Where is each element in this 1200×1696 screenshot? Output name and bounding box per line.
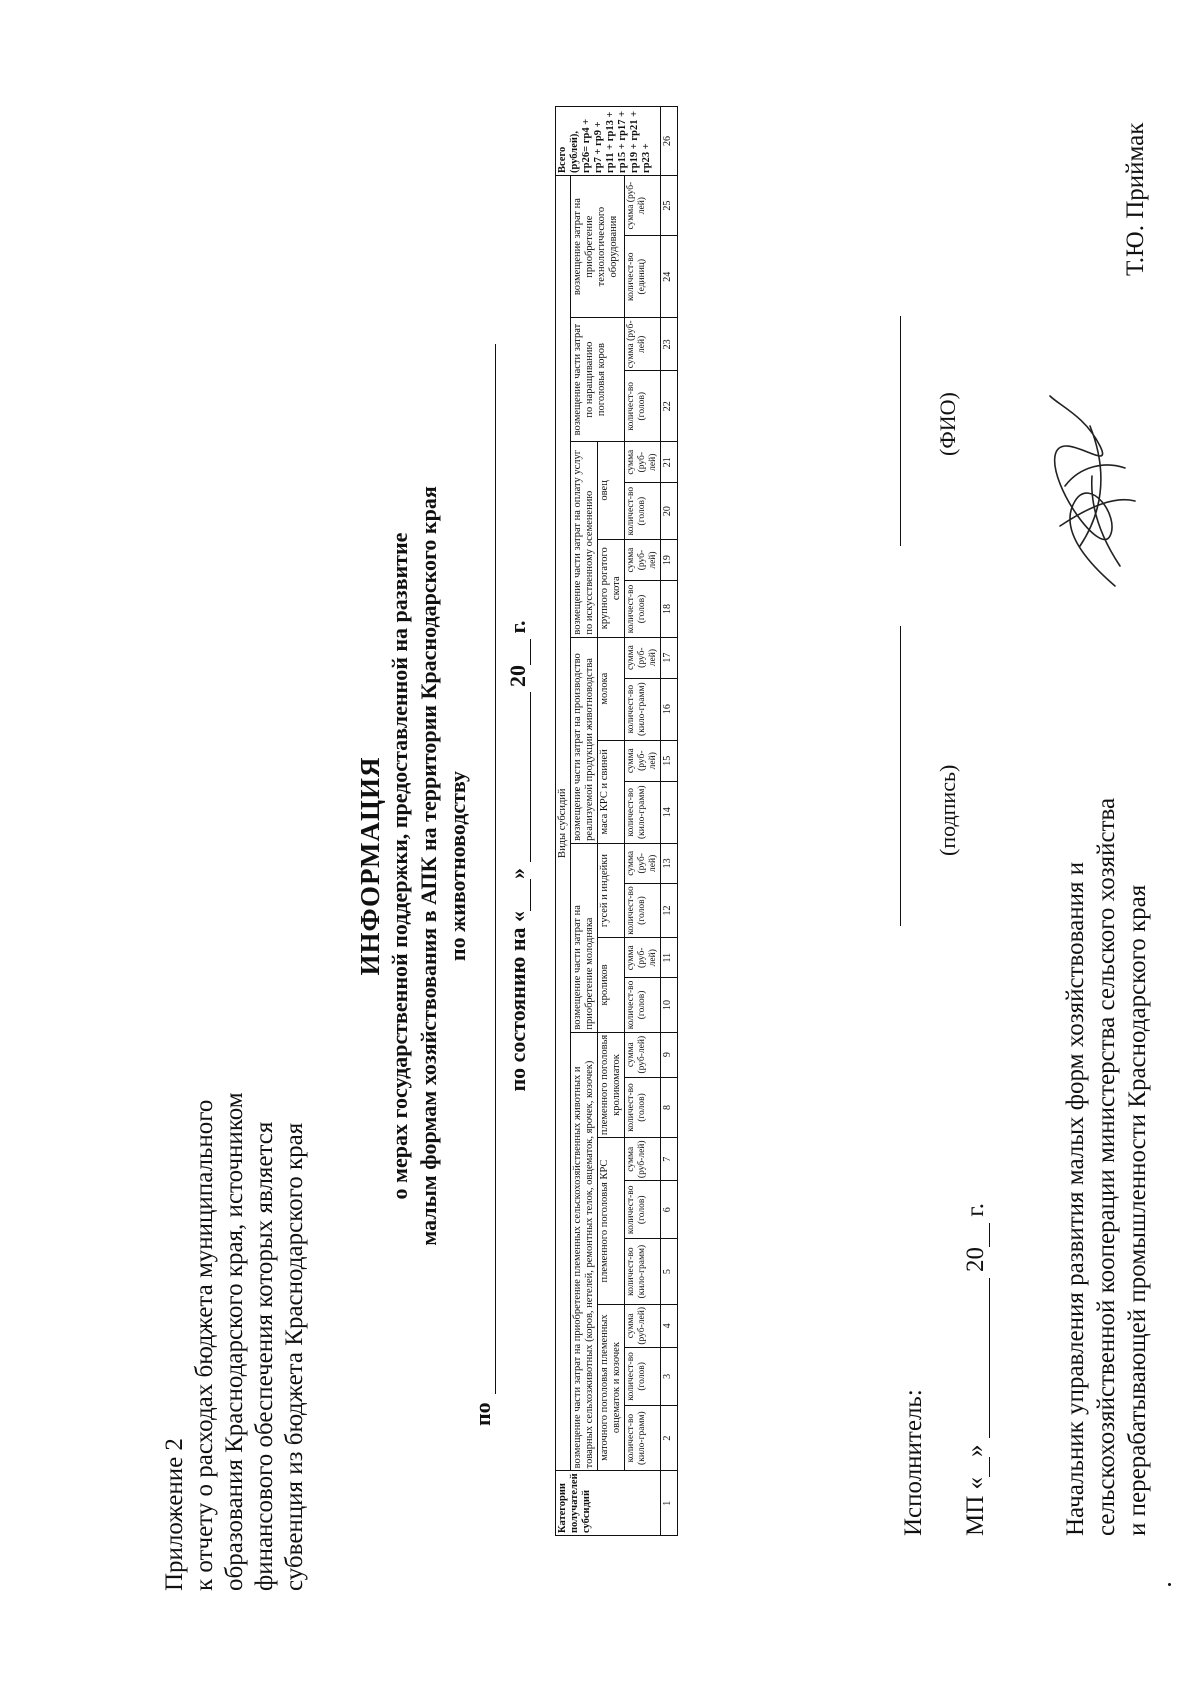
column-number: 11: [661, 938, 678, 978]
table-group-row: [571, 107, 598, 1536]
group-insemination: возмещение части затрат на оплату услуг по искусственному осеменению: [571, 441, 598, 637]
state-suffix: г.: [505, 620, 530, 634]
column-number: 14: [661, 781, 678, 843]
table-unit-row: [625, 107, 661, 1536]
column-number: 1: [661, 1471, 678, 1536]
unit-cell: сумма (руб-лей): [625, 441, 661, 483]
unit-cell: количест-во (голов): [625, 1077, 661, 1138]
column-number: 23: [661, 318, 678, 371]
po-label: по: [470, 1402, 495, 1426]
column-number: 10: [661, 978, 678, 1032]
column-number: 6: [661, 1181, 678, 1239]
unit-cell: количест-во (кило-грамм): [625, 678, 661, 740]
group-breeding: возмещение части затрат на приобретение племенных сельскохозяйственных животных и товарных сельхозживотных (коров, нетелей, ремонтных телок, овцематок, ярочек, козочек): [571, 1032, 598, 1471]
mp-year-prefix: 20: [962, 1246, 989, 1272]
sub-sheep-insem: овец: [598, 441, 625, 539]
chief-line: сельскохозяйственной кооперации министерства сельского хозяйства: [1093, 797, 1120, 1536]
mp-prefix: МП «: [962, 1476, 989, 1536]
unit-cell: сумма (руб-лей): [625, 740, 661, 781]
mp-suffix: г.: [962, 1203, 989, 1217]
appendix-line: образования Краснодарского края, источником: [221, 1092, 248, 1591]
sub-large-cattle: крупного рогатого скота: [598, 539, 625, 637]
sub-geese: гусей и индейки: [598, 843, 625, 937]
signature-blank: [900, 626, 901, 926]
unit-cell: сумма (руб-лей): [625, 176, 661, 236]
column-number: 19: [661, 539, 678, 581]
fio-blank: [900, 316, 901, 546]
group-equipment: возмещение затрат на приобретение технологического оборудования: [571, 176, 625, 318]
year-prefix: 20: [505, 664, 530, 687]
column-number: 8: [661, 1077, 678, 1138]
stamp-date-line: [962, 1203, 990, 1536]
municipality-line: [470, 326, 496, 1426]
column-number: 21: [661, 441, 678, 483]
column-number: 17: [661, 637, 678, 678]
unit-cell: количест-во (кило-грамм): [625, 1405, 661, 1470]
handwritten-signature: [1020, 386, 1150, 596]
title-line-2: малым формам хозяйствования в АПК на территории Краснодарского края: [416, 486, 441, 1246]
unit-cell: количест-во (голов): [625, 581, 661, 637]
unit-cell: сумма (руб-лей): [625, 843, 661, 883]
column-number: 5: [661, 1239, 678, 1304]
day-blank: [512, 879, 531, 911]
unit-cell: сумма (руб-лей): [625, 1304, 661, 1347]
column-number: 16: [661, 678, 678, 740]
table-header-row: [556, 107, 571, 1536]
sub-cattle: племенного поголовья КРС: [598, 1138, 625, 1305]
sub-rabbit-does: племенного поголовья кроликоматок: [598, 1032, 625, 1138]
mp-month-blank: [969, 1278, 990, 1438]
column-number: 20: [661, 483, 678, 539]
year-blank: [512, 639, 531, 665]
unit-cell: количест-во (единиц): [625, 236, 661, 318]
appendix-line: финансового обеспечения которых является: [251, 1121, 278, 1591]
table-number-row: [661, 107, 678, 1536]
appendix-line: Приложение 2: [161, 1438, 188, 1591]
sub-milk: молока: [598, 637, 625, 740]
executor-label: Исполнитель:: [900, 1389, 927, 1536]
unit-cell: количест-во (кило-грамм): [625, 781, 661, 843]
column-number: 18: [661, 581, 678, 637]
mp-day-blank: [969, 1457, 990, 1477]
state-prefix: по состоянию на «: [505, 910, 530, 1092]
unit-cell: сумма (руб-лей): [625, 637, 661, 678]
chief-line: Начальник управления развития малых форм хозяйствования и: [1062, 861, 1089, 1536]
cat-header: Категории получателей субсидий: [556, 1471, 661, 1536]
scan-dot: [1168, 1583, 1171, 1586]
mp-mid: »: [962, 1444, 989, 1457]
column-number: 22: [661, 371, 678, 441]
sub-rabbits: кроликов: [598, 938, 625, 1032]
appendix-line: субвенция из бюджета Краснодарского края: [281, 1122, 308, 1591]
column-number: 25: [661, 176, 678, 236]
unit-cell: сумма (руб-лей): [625, 318, 661, 371]
fio-caption: (ФИО): [935, 392, 960, 456]
column-number: 2: [661, 1405, 678, 1470]
month-blank: [512, 692, 531, 862]
unit-cell: сумма (руб-лей): [625, 938, 661, 978]
unit-cell: количест-во (голов): [625, 1347, 661, 1405]
column-number: 13: [661, 843, 678, 883]
column-number: 3: [661, 1347, 678, 1405]
column-number: 24: [661, 236, 678, 318]
unit-cell: количест-во (кило-грамм): [625, 1239, 661, 1304]
total-header: Всего (рублей), гр26= гр4 + гр7 + гр9 + гр11 + гр13 + гр15 + гр17 + гр19 + гр21 + гр23 +: [556, 107, 661, 176]
types-header: Виды субсидий: [556, 176, 571, 1471]
column-number: 9: [661, 1032, 678, 1077]
document-title: [355, 156, 472, 1576]
title-line-3: по животноводству: [445, 770, 470, 962]
unit-cell: сумма (руб-лей): [625, 539, 661, 581]
title-line-1: о мерах государственной поддержки, предоставленной на развитие: [387, 532, 412, 1200]
appendix-note: [160, 871, 310, 1591]
chief-name: Т.Ю. Приймак: [1122, 122, 1149, 276]
chief-position: [1060, 798, 1153, 1536]
unit-cell: количест-во (голов): [625, 1181, 661, 1239]
municipality-blank: [475, 344, 496, 1394]
unit-cell: количест-во (голов): [625, 371, 661, 441]
column-number: 15: [661, 740, 678, 781]
column-number: 7: [661, 1138, 678, 1181]
unit-cell: количест-во (голов): [625, 883, 661, 937]
appendix-line: к отчету о расходах бюджета муниципального: [191, 1099, 218, 1591]
signature-caption: (подпись): [935, 764, 960, 856]
column-number: 12: [661, 883, 678, 937]
group-cows: возмещение части затрат по наращиванию поголовья коров: [571, 318, 625, 442]
group-young: возмещение части затрат на приобретение молодняка: [571, 843, 598, 1032]
unit-cell: сумма (руб-лей): [625, 1138, 661, 1181]
group-production: возмещение части затрат на производство реализуемой продукции животноводства: [571, 637, 598, 843]
unit-cell: количест-во (голов): [625, 978, 661, 1032]
sub-sheep: маточного поголовья племенных овцематок и козочек: [598, 1304, 625, 1471]
column-number: 4: [661, 1304, 678, 1347]
state-mid: »: [505, 867, 530, 879]
unit-cell: сумма (руб-лей): [625, 1032, 661, 1077]
chief-line: и перерабатывающей промышленности Краснодарского края: [1124, 884, 1151, 1536]
sub-meat: маса КРС и свиней: [598, 740, 625, 843]
mp-year-blank: [969, 1223, 990, 1247]
unit-cell: количест-во (голов): [625, 483, 661, 539]
column-number: 26: [661, 107, 678, 176]
state-date-line: [505, 156, 531, 1556]
title-main: ИНФОРМАЦИЯ: [355, 756, 385, 976]
subsidy-table: [555, 106, 678, 1536]
